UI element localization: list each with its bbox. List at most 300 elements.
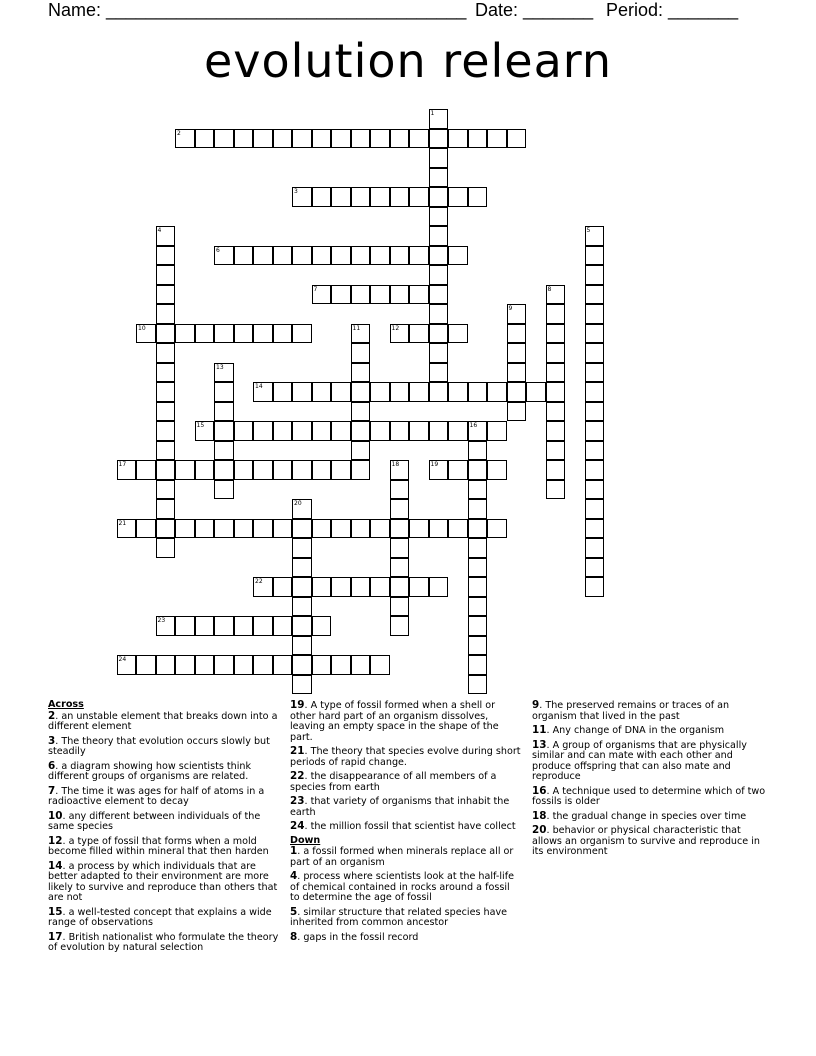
grid-cell[interactable] xyxy=(468,129,488,149)
clue-number: 22 xyxy=(290,770,305,782)
grid-cell[interactable] xyxy=(546,285,566,305)
grid-cell[interactable] xyxy=(195,655,215,675)
grid-cell[interactable] xyxy=(253,421,273,441)
grid-cell[interactable] xyxy=(214,421,234,441)
grid-cell[interactable] xyxy=(351,363,371,383)
across-clue: 19. A type of fossil formed when a shell or other hard part of an organism dissolves, leaving an empty space in the shape of the part. xyxy=(290,699,499,743)
down-clue: 16. A technique used to determine which of two fossils is older xyxy=(532,784,766,807)
grid-cell[interactable] xyxy=(312,577,332,597)
grid-cell[interactable] xyxy=(409,129,429,149)
grid-cell[interactable] xyxy=(468,382,488,402)
grid-cell[interactable] xyxy=(156,382,176,402)
grid-cell[interactable] xyxy=(546,324,566,344)
grid-cell[interactable] xyxy=(351,285,371,305)
name-field[interactable]: Name: ____________________________________ xyxy=(48,0,467,20)
grid-cell[interactable] xyxy=(546,304,566,324)
clue-text: A technique used to determine which of two fossils is older xyxy=(532,785,766,807)
clue-number: 19 xyxy=(290,699,305,711)
grid-cell[interactable] xyxy=(156,304,176,324)
down-clue: 9. The preserved remains or traces of an organism that lived in the past xyxy=(532,699,730,722)
grid-cell[interactable] xyxy=(253,460,273,480)
grid-cell[interactable] xyxy=(156,226,176,246)
clue-text: A group of organisms that are physically similar and can mate with each other and produce offspring that can also mate and reproduce xyxy=(532,739,747,782)
grid-cell[interactable] xyxy=(429,363,449,383)
grid-cell[interactable] xyxy=(448,421,468,441)
grid-cell[interactable] xyxy=(273,129,293,149)
grid-cell[interactable] xyxy=(429,519,449,539)
grid-cell[interactable] xyxy=(546,382,566,402)
grid-cell[interactable] xyxy=(585,441,605,461)
grid-cell[interactable] xyxy=(585,226,605,246)
grid-cell[interactable] xyxy=(292,538,312,558)
grid-cell[interactable] xyxy=(585,382,605,402)
grid-cell[interactable] xyxy=(468,519,488,539)
across-clue: 23. that variety of organisms that inhabit the earth xyxy=(290,795,510,818)
grid-cell[interactable] xyxy=(292,246,312,266)
grid-cell[interactable] xyxy=(156,616,176,636)
grid-cell[interactable] xyxy=(585,538,605,558)
across-clue: 6. a diagram showing how scientists think different groups of organisms are related. xyxy=(48,759,252,782)
grid-cell[interactable] xyxy=(429,246,449,266)
grid-cell[interactable] xyxy=(292,187,312,207)
grid-cell[interactable] xyxy=(409,324,429,344)
grid-cell[interactable] xyxy=(312,187,332,207)
grid-cell[interactable] xyxy=(429,285,449,305)
grid-cell[interactable] xyxy=(468,558,488,578)
clue-number: 22 xyxy=(255,578,263,585)
grid-cell[interactable] xyxy=(448,519,468,539)
clue-number: 12 xyxy=(48,834,63,847)
grid-cell[interactable] xyxy=(214,460,234,480)
grid-cell[interactable] xyxy=(312,382,332,402)
grid-cell[interactable] xyxy=(429,343,449,363)
grid-cell[interactable] xyxy=(429,226,449,246)
grid-cell[interactable] xyxy=(409,187,429,207)
grid-cell[interactable] xyxy=(409,577,429,597)
grid-cell[interactable] xyxy=(468,460,488,480)
grid-cell[interactable] xyxy=(214,402,234,422)
date-field[interactable]: Date: _______ xyxy=(475,0,594,20)
grid-cell[interactable] xyxy=(156,285,176,305)
grid-cell[interactable] xyxy=(292,597,312,617)
clue-number: 14 xyxy=(48,859,63,872)
grid-cell[interactable] xyxy=(253,519,273,539)
grid-cell[interactable] xyxy=(390,324,410,344)
grid-cell[interactable] xyxy=(507,324,527,344)
grid-cell[interactable] xyxy=(409,246,429,266)
grid-cell[interactable] xyxy=(331,577,351,597)
grid-cell[interactable] xyxy=(273,324,293,344)
grid-cell[interactable] xyxy=(234,129,254,149)
grid-cell[interactable] xyxy=(370,382,390,402)
grid-cell[interactable] xyxy=(156,655,176,675)
grid-cell[interactable] xyxy=(214,441,234,461)
grid-cell[interactable] xyxy=(175,519,195,539)
grid-cell[interactable] xyxy=(585,577,605,597)
grid-cell[interactable] xyxy=(390,597,410,617)
grid-cell[interactable] xyxy=(156,343,176,363)
down-clue: 13. A group of organisms that are physically similar and can mate with each other and produce offspring that can also mate and reproduce xyxy=(532,738,747,782)
grid-cell[interactable] xyxy=(156,363,176,383)
grid-cell[interactable] xyxy=(156,538,176,558)
grid-cell[interactable] xyxy=(409,519,429,539)
grid-cell[interactable] xyxy=(585,402,605,422)
grid-cell[interactable] xyxy=(585,363,605,383)
grid-cell[interactable] xyxy=(292,460,312,480)
grid-cell[interactable] xyxy=(390,460,410,480)
down-clue: 4. process where scientists look at the half-life of chemical contained in rocks around a fossil to determine the age of fossil xyxy=(290,870,514,903)
grid-cell[interactable] xyxy=(351,655,371,675)
grid-cell[interactable] xyxy=(292,519,312,539)
clue-number: 21 xyxy=(118,519,127,527)
grid-cell[interactable] xyxy=(585,324,605,344)
grid-cell[interactable] xyxy=(507,343,527,363)
grid-cell[interactable] xyxy=(351,129,371,149)
grid-cell[interactable] xyxy=(585,480,605,500)
grid-cell[interactable] xyxy=(390,499,410,519)
grid-cell[interactable] xyxy=(214,129,234,149)
grid-cell[interactable] xyxy=(370,421,390,441)
grid-cell[interactable] xyxy=(136,655,156,675)
grid-cell[interactable] xyxy=(585,519,605,539)
grid-cell[interactable] xyxy=(468,480,488,500)
grid-cell[interactable] xyxy=(292,421,312,441)
grid-cell[interactable] xyxy=(156,460,176,480)
grid-cell[interactable] xyxy=(546,402,566,422)
grid-cell[interactable] xyxy=(546,343,566,363)
grid-cell[interactable] xyxy=(312,460,332,480)
grid-cell[interactable] xyxy=(214,246,234,266)
grid-cell[interactable] xyxy=(312,616,332,636)
grid-cell[interactable] xyxy=(429,109,449,129)
grid-cell[interactable] xyxy=(585,558,605,578)
clue-text: that variety of organisms that inhabit the earth xyxy=(290,796,510,818)
grid-cell[interactable] xyxy=(468,441,488,461)
clue-number: 20 xyxy=(294,500,302,507)
grid-cell[interactable] xyxy=(234,246,254,266)
grid-cell[interactable] xyxy=(273,519,293,539)
grid-cell[interactable] xyxy=(429,168,449,188)
grid-cell[interactable] xyxy=(448,324,468,344)
grid-cell[interactable] xyxy=(585,285,605,305)
grid-cell[interactable] xyxy=(331,460,351,480)
clue-number: 7 xyxy=(48,784,56,797)
grid-cell[interactable] xyxy=(351,421,371,441)
across-clue: 15. a well-tested concept that explains a wide range of observations xyxy=(48,905,272,928)
clue-number: 5 xyxy=(290,905,298,918)
grid-cell[interactable] xyxy=(468,577,488,597)
clue-text: an unstable element that breaks down into a different element xyxy=(48,710,278,732)
grid-cell[interactable] xyxy=(370,246,390,266)
grid-cell[interactable] xyxy=(195,616,215,636)
grid-cell[interactable] xyxy=(487,382,507,402)
clue-number: 13 xyxy=(532,738,547,751)
grid-cell[interactable] xyxy=(234,421,254,441)
grid-cell[interactable] xyxy=(273,421,293,441)
clue-number: 9 xyxy=(508,305,513,312)
grid-cell[interactable] xyxy=(526,382,546,402)
grid-cell[interactable] xyxy=(370,519,390,539)
grid-cell[interactable] xyxy=(292,577,312,597)
grid-cell[interactable] xyxy=(136,460,156,480)
grid-cell[interactable] xyxy=(390,480,410,500)
across-clue: 12. a type of fossil that forms when a mold become filled within mineral that then harden xyxy=(48,834,269,857)
clue-number: 4 xyxy=(157,227,162,234)
grid-cell[interactable] xyxy=(351,382,371,402)
grid-cell[interactable] xyxy=(312,519,332,539)
grid-cell[interactable] xyxy=(234,324,254,344)
grid-cell[interactable] xyxy=(156,499,176,519)
grid-cell[interactable] xyxy=(195,519,215,539)
grid-cell[interactable] xyxy=(507,304,527,324)
grid-cell[interactable] xyxy=(292,655,312,675)
grid-cell[interactable] xyxy=(312,129,332,149)
grid-cell[interactable] xyxy=(351,187,371,207)
grid-cell[interactable] xyxy=(273,246,293,266)
grid-cell[interactable] xyxy=(468,538,488,558)
grid-cell[interactable] xyxy=(351,519,371,539)
period-field[interactable]: Period: _______ xyxy=(606,0,739,20)
grid-cell[interactable] xyxy=(507,363,527,383)
grid-cell[interactable] xyxy=(175,460,195,480)
grid-cell[interactable] xyxy=(273,460,293,480)
grid-cell[interactable] xyxy=(351,441,371,461)
grid-cell[interactable] xyxy=(429,148,449,168)
grid-cell[interactable] xyxy=(370,577,390,597)
grid-cell[interactable] xyxy=(468,597,488,617)
grid-cell[interactable] xyxy=(214,382,234,402)
grid-cell[interactable] xyxy=(292,558,312,578)
grid-cell[interactable] xyxy=(117,655,137,675)
grid-cell[interactable] xyxy=(253,616,273,636)
grid-cell[interactable] xyxy=(292,616,312,636)
grid-cell[interactable] xyxy=(156,265,176,285)
down-clue: 1. a fossil formed when minerals replace all or part of an organism xyxy=(290,845,514,868)
grid-cell[interactable] xyxy=(390,421,410,441)
grid-cell[interactable] xyxy=(351,324,371,344)
grid-cell[interactable] xyxy=(370,187,390,207)
grid-cell[interactable] xyxy=(195,421,215,441)
grid-cell[interactable] xyxy=(331,421,351,441)
grid-cell[interactable] xyxy=(585,304,605,324)
grid-cell[interactable] xyxy=(585,460,605,480)
grid-cell[interactable] xyxy=(331,655,351,675)
grid-cell[interactable] xyxy=(390,382,410,402)
grid-cell[interactable] xyxy=(156,246,176,266)
grid-cell[interactable] xyxy=(448,129,468,149)
grid-cell[interactable] xyxy=(448,187,468,207)
grid-cell[interactable] xyxy=(253,246,273,266)
grid-cell[interactable] xyxy=(390,538,410,558)
grid-cell[interactable] xyxy=(468,187,488,207)
grid-cell[interactable] xyxy=(292,324,312,344)
grid-cell[interactable] xyxy=(312,655,332,675)
grid-cell[interactable] xyxy=(487,129,507,149)
clue-number: 11 xyxy=(352,324,361,332)
grid-cell[interactable] xyxy=(468,636,488,656)
grid-cell[interactable] xyxy=(351,246,371,266)
grid-cell[interactable] xyxy=(312,246,332,266)
grid-cell[interactable] xyxy=(351,577,371,597)
grid-cell[interactable] xyxy=(370,285,390,305)
grid-cell[interactable] xyxy=(429,382,449,402)
clue-text: a well-tested concept that explains a wide range of observations xyxy=(48,906,272,928)
grid-cell[interactable] xyxy=(448,382,468,402)
grid-cell[interactable] xyxy=(390,616,410,636)
clue-number: 11 xyxy=(532,724,547,736)
clue-text: the gradual change in species over time xyxy=(552,810,747,822)
grid-cell[interactable] xyxy=(253,129,273,149)
grid-cell[interactable] xyxy=(487,519,507,539)
grid-cell[interactable] xyxy=(468,675,488,695)
grid-cell[interactable] xyxy=(409,285,429,305)
grid-cell[interactable] xyxy=(292,382,312,402)
grid-cell[interactable] xyxy=(234,519,254,539)
grid-cell[interactable] xyxy=(507,402,527,422)
grid-cell[interactable] xyxy=(546,421,566,441)
grid-cell[interactable] xyxy=(429,129,449,149)
grid-cell[interactable] xyxy=(370,655,390,675)
grid-cell[interactable] xyxy=(487,460,507,480)
grid-cell[interactable] xyxy=(487,421,507,441)
grid-cell[interactable] xyxy=(331,382,351,402)
grid-cell[interactable] xyxy=(468,616,488,636)
grid-cell[interactable] xyxy=(292,129,312,149)
grid-cell[interactable] xyxy=(546,480,566,500)
clue-number: 16 xyxy=(532,784,547,797)
grid-cell[interactable] xyxy=(390,129,410,149)
grid-cell[interactable] xyxy=(312,285,332,305)
grid-cell[interactable] xyxy=(390,577,410,597)
grid-cell[interactable] xyxy=(429,304,449,324)
grid-cell[interactable] xyxy=(429,324,449,344)
grid-cell[interactable] xyxy=(214,480,234,500)
grid-cell[interactable] xyxy=(546,441,566,461)
grid-cell[interactable] xyxy=(273,382,293,402)
grid-cell[interactable] xyxy=(429,187,449,207)
clue-number: 3 xyxy=(294,188,298,195)
grid-cell[interactable] xyxy=(214,363,234,383)
grid-cell[interactable] xyxy=(390,519,410,539)
grid-cell[interactable] xyxy=(253,324,273,344)
across-heading: Across xyxy=(48,699,84,710)
grid-cell[interactable] xyxy=(156,441,176,461)
across-clue: 21. The theory that species evolve during short periods of rapid change. xyxy=(290,745,521,768)
grid-cell[interactable] xyxy=(468,655,488,675)
clue-number: 4 xyxy=(290,870,298,882)
grid-cell[interactable] xyxy=(195,324,215,344)
grid-cell[interactable] xyxy=(175,655,195,675)
grid-cell[interactable] xyxy=(214,519,234,539)
grid-cell[interactable] xyxy=(331,129,351,149)
grid-cell[interactable] xyxy=(585,343,605,363)
grid-cell[interactable] xyxy=(234,655,254,675)
grid-cell[interactable] xyxy=(370,129,390,149)
grid-cell[interactable] xyxy=(253,577,273,597)
grid-cell[interactable] xyxy=(585,499,605,519)
grid-cell[interactable] xyxy=(448,246,468,266)
grid-cell[interactable] xyxy=(546,363,566,383)
grid-cell[interactable] xyxy=(214,616,234,636)
grid-cell[interactable] xyxy=(136,324,156,344)
grid-cell[interactable] xyxy=(331,285,351,305)
grid-cell[interactable] xyxy=(429,577,449,597)
grid-cell[interactable] xyxy=(136,519,156,539)
clue-number: 2 xyxy=(48,709,56,722)
grid-cell[interactable] xyxy=(273,655,293,675)
grid-cell[interactable] xyxy=(429,207,449,227)
grid-cell[interactable] xyxy=(429,460,449,480)
grid-cell[interactable] xyxy=(292,499,312,519)
clue-number: 10 xyxy=(138,324,146,332)
clue-number: 14 xyxy=(255,383,263,390)
clue-number: 24 xyxy=(118,656,127,663)
grid-cell[interactable] xyxy=(273,577,293,597)
grid-cell[interactable] xyxy=(214,655,234,675)
grid-cell[interactable] xyxy=(409,382,429,402)
grid-cell[interactable] xyxy=(507,129,527,149)
grid-cell[interactable] xyxy=(234,460,254,480)
clue-number: 1 xyxy=(290,845,298,857)
grid-cell[interactable] xyxy=(585,421,605,441)
grid-cell[interactable] xyxy=(175,324,195,344)
grid-cell[interactable] xyxy=(331,246,351,266)
grid-cell[interactable] xyxy=(468,421,488,441)
grid-cell[interactable] xyxy=(351,460,371,480)
grid-cell[interactable] xyxy=(331,519,351,539)
grid-cell[interactable] xyxy=(195,129,215,149)
grid-cell[interactable] xyxy=(546,460,566,480)
grid-cell[interactable] xyxy=(507,382,527,402)
grid-cell[interactable] xyxy=(585,246,605,266)
grid-cell[interactable] xyxy=(117,519,137,539)
grid-cell[interactable] xyxy=(390,558,410,578)
grid-cell[interactable] xyxy=(175,129,195,149)
clue-number: 6 xyxy=(216,246,220,254)
grid-cell[interactable] xyxy=(468,499,488,519)
grid-cell[interactable] xyxy=(156,480,176,500)
grid-cell[interactable] xyxy=(585,265,605,285)
grid-cell[interactable] xyxy=(331,187,351,207)
grid-cell[interactable] xyxy=(156,324,176,344)
grid-cell[interactable] xyxy=(409,421,429,441)
grid-cell[interactable] xyxy=(390,246,410,266)
grid-cell[interactable] xyxy=(292,636,312,656)
clue-number: 10 xyxy=(48,809,63,822)
grid-cell[interactable] xyxy=(351,402,371,422)
grid-cell[interactable] xyxy=(312,421,332,441)
grid-cell[interactable] xyxy=(351,343,371,363)
grid-cell[interactable] xyxy=(448,460,468,480)
grid-cell[interactable] xyxy=(214,324,234,344)
grid-cell[interactable] xyxy=(273,616,293,636)
grid-cell[interactable] xyxy=(117,460,137,480)
grid-cell[interactable] xyxy=(156,421,176,441)
grid-cell[interactable] xyxy=(175,616,195,636)
grid-cell[interactable] xyxy=(390,285,410,305)
grid-cell[interactable] xyxy=(429,421,449,441)
grid-cell[interactable] xyxy=(156,402,176,422)
grid-cell[interactable] xyxy=(253,382,273,402)
grid-cell[interactable] xyxy=(429,265,449,285)
across-clue: 17. British nationalist who formulate the theory of evolution by natural selection xyxy=(48,930,279,953)
grid-cell[interactable] xyxy=(156,519,176,539)
grid-cell[interactable] xyxy=(390,187,410,207)
grid-cell[interactable] xyxy=(292,675,312,695)
grid-cell[interactable] xyxy=(195,460,215,480)
grid-cell[interactable] xyxy=(253,655,273,675)
grid-cell[interactable] xyxy=(234,616,254,636)
